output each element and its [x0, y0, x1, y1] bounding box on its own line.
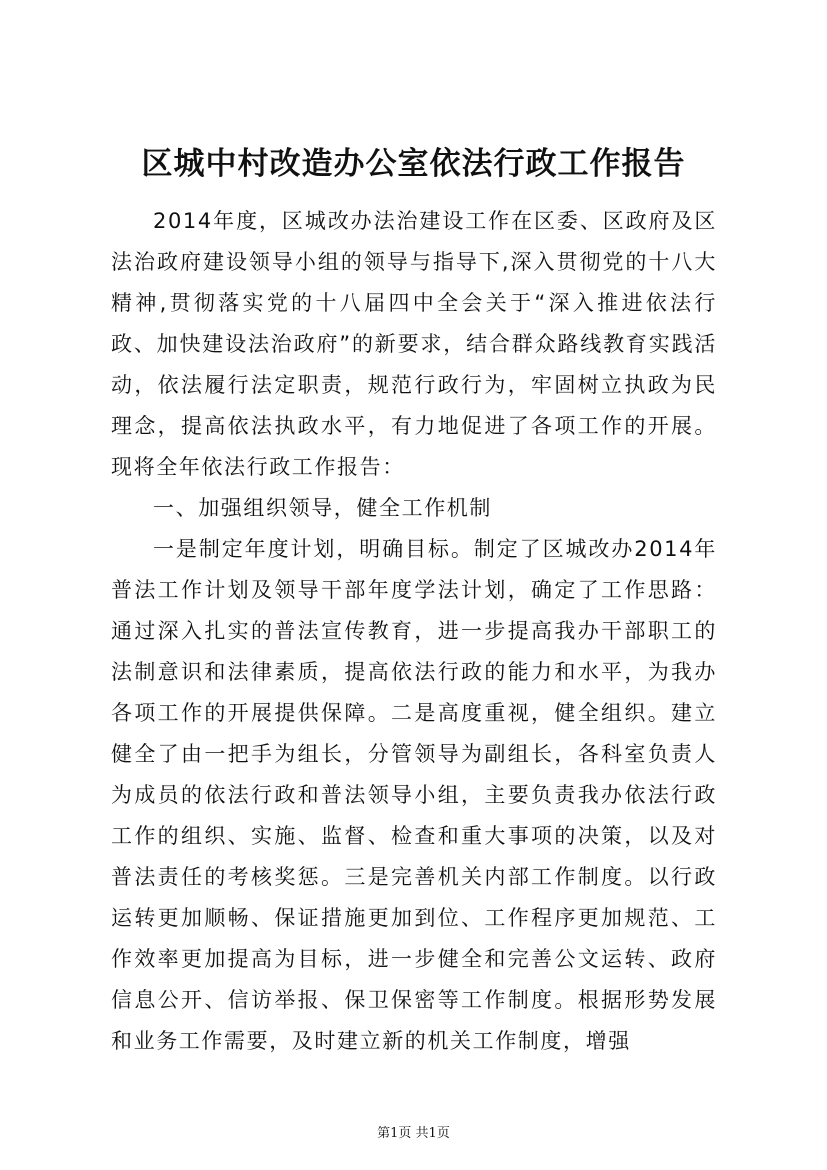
- section-paragraph: 一是制定年度计划，明确目标。制定了区城改办2014年普法工作计划及领导干部年度学法计划，确定了工作思路：通过深入扎实的普法宣传教育，进一步提高我办干部职工的法制意识和法律素质，提高依法行政的能力和水平，为我办各项工作的开展提供保障。二是高度重视，健全组织。建立健全了由一把手为组长，分管领导为副组长，各科室负责人为成员的依法行政和普法领导小组，主要负责我办依法行政工作的组织、实施、监督、检查和重大事项的决策，以及对普法责任的考核奖惩。三是完善机关内部工作制度。以行政运转更加顺畅、保证措施更加到位、工作程序更加规范、工作效率更加提高为目标，进一步健全和完善公文运转、政府信息公开、信访举报、保卫保密等工作制度。根据形势发展和业务工作需要，及时建立新的机关工作制度，增强: [111, 537, 717, 1053]
- section-heading: 一、加强组织领导，健全工作机制: [153, 496, 492, 520]
- intro-paragraph: 2014年度，区城改办法治建设工作在区委、区政府及区法治政府建设领导小组的领导与指导下,深入贯彻党的十八大精神,贯彻落实党的十八届四中全会关于“深入推进依法行政、加快建设法治政府”的新要求，结合群众路线教育实践活动，依法履行法定职责，规范行政行为，牢固树立执政为民理念，提高依法执政水平，有力地促进了各项工作的开展。现将全年依法行政工作报告：: [111, 209, 717, 479]
- document-title: 区城中村改造办公室依法行政工作报告: [141, 146, 686, 182]
- page-number: 第1页 共1页: [377, 1126, 450, 1141]
- document-body: [111, 201, 717, 1062]
